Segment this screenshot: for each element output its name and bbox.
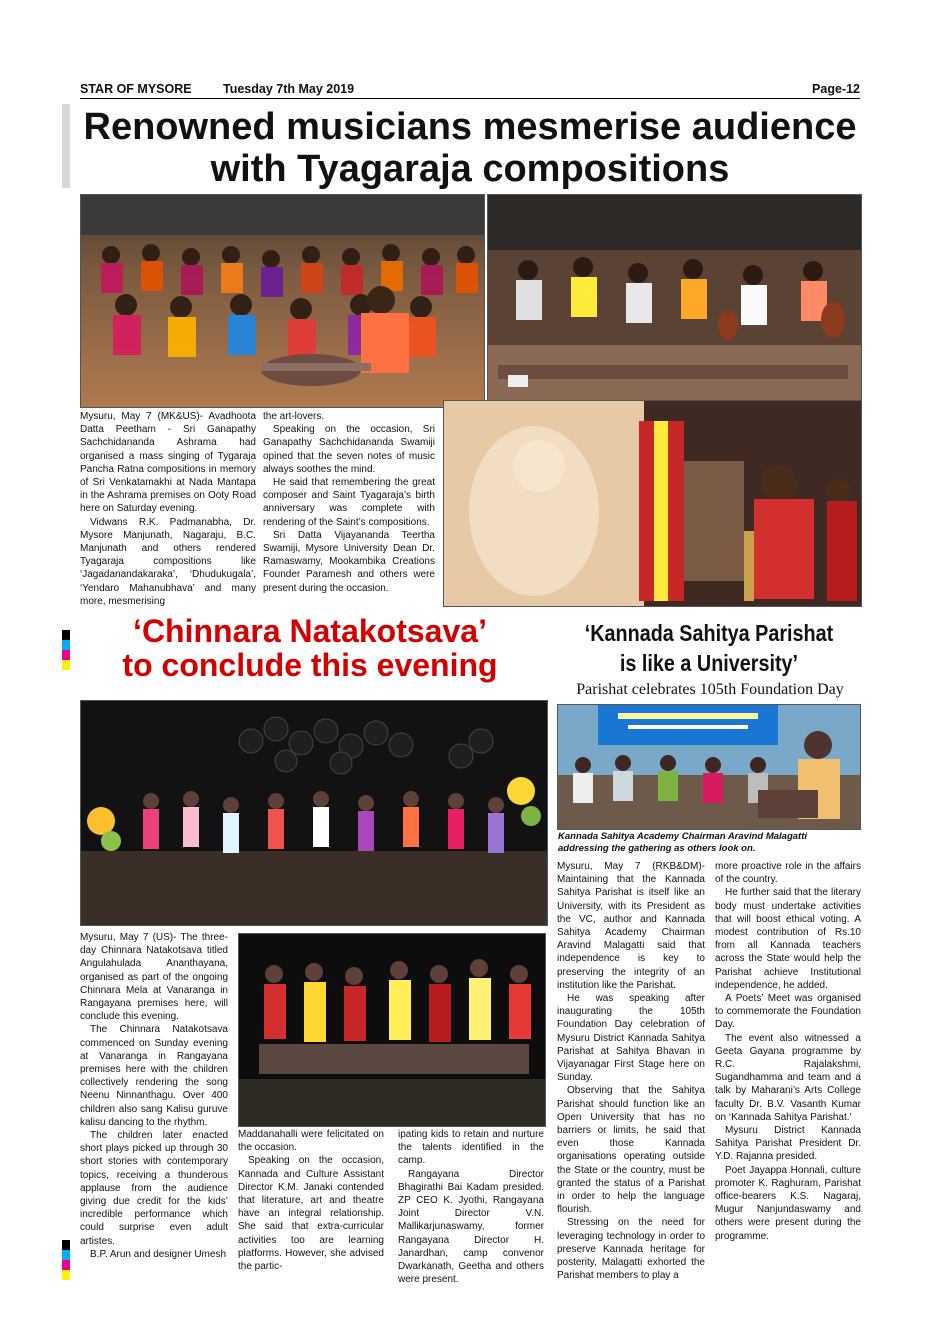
- story3-col2-para5: Mysuru District Kannada Sahitya Parishat President Dr. Y.D. Rajanna presided.: [715, 1125, 861, 1163]
- story2-col3-para2: Rangayana Director Bhagirathi Bai Kadam presided. ZP CEO K. Jyothi, Rangayana Joint Director V.N. Mallikarjunaswamy, former Rangayana Director H. Janardhan, camp convenor Dwarkanath, Geetha and others were present.: [398, 1168, 544, 1286]
- story1-headline-line2: with Tyagaraja compositions: [210, 148, 730, 190]
- story1-headline-line1: Renowned musicians mesmerise audience: [83, 106, 857, 148]
- story3-headline: [568, 618, 850, 678]
- story2-col2-para1: Maddanahalli were felicitated on the occasion.: [238, 1129, 384, 1154]
- story1-col2-para3: He said that remembering the great composer and Saint Tyagaraja’s birth anniversary was complete with rendering of the Saint’s compositions.: [263, 477, 435, 528]
- story1-col1: [80, 410, 256, 608]
- story3-col2-para2: He further said that the literary body must undertake activities that will boost ethical voting. A modest contribution of Rs.10 from all Kannada teachers across the State would help the Parishat achieve Institutional independence, he added.: [715, 887, 861, 991]
- story1-col2-para2: Speaking on the occasion, Sri Ganapathy Sachchidananda Swamiji opined that the seven notes of music always soothes the mind.: [263, 424, 435, 475]
- story1-col2-para4: Sri Datta Vijayananda Teertha Swamiji, Mysore University Dean Dr. Ramaswamy, Mookambika Creations Founder Paramesh and others were present during the occasion.: [263, 529, 435, 594]
- story3-col2-para1: more proactive role in the affairs of the country.: [715, 861, 861, 886]
- story3-col2: [715, 860, 861, 1243]
- story3-col1-para3: Observing that the Sahitya Parishat should function like an Open University that has no barriers or limits, he said that even those Kannada organisations operating outside the State or the country, must be granted the status of a Parishat in order to help the language flourish.: [557, 1085, 705, 1216]
- photo-swamiji-lamp: [443, 400, 862, 607]
- story3-col1-para1: Mysuru, May 7 (RKB&DM)- Maintaining that the Kannada Sahitya Parishat is itself like an University, with its President as the VC, author and Kannada Sahitya Academy Chairman Aravind Malagatti said that independence is key to preserving the integrity of an institution like the Parishat.: [557, 861, 705, 991]
- story1-col1-para1: Mysuru, May 7 (MK&US)- Avadhoota Datta Peetham - Sri Ganapathy Sachchidananda Ashrama had organised a mass singing of Tygaraja Pancha Ratna compositions in memory of Sri Venkatamakhi at Nada Mantapa in the Ashrama premises on Ooty Road here on Saturday evening.: [80, 411, 256, 515]
- photo-parishat-event: [557, 704, 861, 830]
- story2-col2-para2: Speaking on the occasion, Kannada and Culture Assistant Director K.M. Janaki contended that literature, art and theatre have an integral relationship. She said that extra-curricular activities too are learning platforms. However, she advised the partic-: [238, 1155, 384, 1273]
- story2-col1-para2: The Chinnara Natakotsava commenced on Sunday evening at Vanaranga in Rangayana premises here with the children collectively rendering the song Neenu Ninnanthagu. Over 400 children also sang Kalisu guruve kalisu dancing to the rhythm.: [80, 1024, 228, 1128]
- story3-subhead: Parishat celebrates 105th Foundation Day: [576, 681, 844, 698]
- photo-dancers-costume: [238, 933, 546, 1127]
- story2-headline-line2: to conclude this evening: [122, 647, 498, 683]
- photo-children-stage: [80, 700, 548, 926]
- story2-col3: [398, 1128, 544, 1286]
- story3-headline-line1: ‘Kannada Sahitya Parishat: [584, 620, 834, 646]
- story1-col2: [263, 410, 435, 595]
- story2-col1: [80, 931, 228, 1261]
- story3-col1: [557, 860, 705, 1283]
- paper-name: STAR OF MYSORE: [80, 82, 192, 96]
- story2-col2: [238, 1128, 384, 1273]
- story2-headline: [70, 614, 550, 682]
- issue-date: Tuesday 7th May 2019: [223, 82, 355, 96]
- story2-headline-line1: ‘Chinnara Natakotsava’: [133, 613, 487, 649]
- story1-col2-para1: the art-lovers.: [263, 411, 325, 422]
- story2-col1-para4: B.P. Arun and designer Umesh: [90, 1248, 227, 1260]
- story1-headline: [70, 106, 870, 190]
- registration-marks-middle: [62, 630, 70, 670]
- story3-headline-line2: is like a University’: [619, 650, 799, 676]
- photo-audience-veena: [80, 194, 485, 408]
- story2-col1-para3: The children later enacted short plays picked up through 30 short stories with contemporary topics, receiving a thunderous applause from the audience giving due credit for the kids’ incredible performance which could surprise even adult artistes.: [80, 1130, 228, 1247]
- story3-col2-para3: A Poets’ Meet was organised to commemorate the Foundation Day.: [715, 993, 861, 1031]
- story3-col2-para6: Poet Jayappa Honnali, culture promoter K. Raghuram, Parishat office-bearers K.S. Nagaraj, Mugur Nanjundaswamy and others were present during the programme.: [715, 1164, 861, 1242]
- page-header: [80, 80, 860, 99]
- story3-col1-para4: Stressing on the need for leveraging technology in order to preserve Kannada heritage for posterity, Malagatti exhorted the Parishat members to play a: [557, 1217, 705, 1282]
- story2-col3-para1: ipating kids to retain and nurture the talents identified in the camp.: [398, 1129, 544, 1167]
- story3-photo-caption: Kannada Sahitya Academy Chairman Aravind Malagatti addressing the gathering as others look on.: [558, 831, 808, 854]
- page-number: Page-12: [812, 82, 860, 96]
- story1-col1-para2: Vidwans R.K. Padmanabha, Dr. Mysore Manjunath, Nagaraju, B.C. Manjunath and others rendered Tyagaraja compositions like ‘Jagadanandakaraka’, ‘Dhudukugala’, ‘Yendaro Mahanubhava’ and many more, mesmerising: [80, 516, 256, 607]
- story3-col2-para4: The event also witnessed a Geeta Gayana programme by R.C. Rajalakshmi, Sugandhamma and team and a talk by Maharani’s Arts College faculty Dr. B.V. Vasanth Kumar on ‘Kannada Sahitya Parishat.’: [715, 1032, 861, 1123]
- gray-margin-bar: [62, 104, 70, 188]
- story2-col1-para1: Mysuru, May 7 (US)- The three-day Chinnara Natakotsava titled Angulahulada Ananthayana, organised as part of the ongoing Chinnara Mela at Vanaranga in Rangayana premises here, will conclude this evening.: [80, 932, 228, 1023]
- story3-col1-para2: He was speaking after inaugurating the 105th Foundation Day celebration of Mysuru District Kannada Sahitya Parishat at Sahitya Bhavan in Vijayanagar First Stage here on Sunday.: [557, 993, 705, 1084]
- photo-musicians-violins: [487, 194, 862, 408]
- registration-marks-bottom: [62, 1240, 70, 1280]
